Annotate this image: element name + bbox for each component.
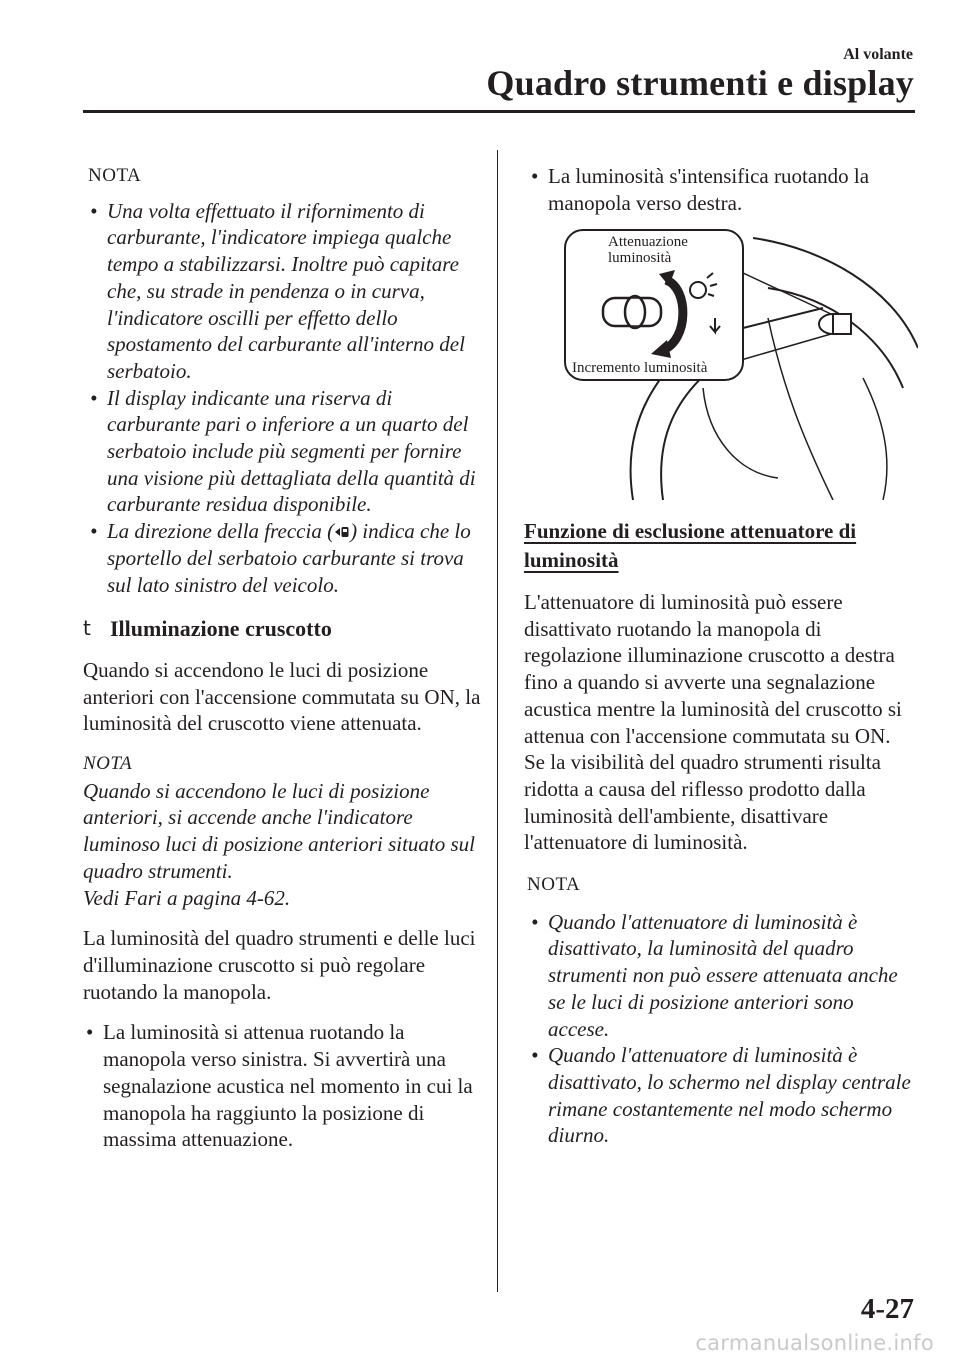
note-text: Quando si accendono le luci di posizione anteriori, si accende anche l'indicatore luminoso luci di posizione anteriori situato sul quadro strumenti.	[83, 778, 476, 883]
note-bullet: • Quando l'attenuatore di luminosità è disattivato, lo schermo nel display centrale rimane costantemente nel modo schermo diurno.	[531, 1043, 911, 1148]
note-bullet: • Il display indicante una riserva di carburante pari o inferiore a un quarto del serbatoio include più segmenti per fornire una visione più dettagliata della quantità di carburante residua disponibile.	[90, 385, 476, 517]
subsection-heading: t Illuminazione cruscotto	[83, 616, 332, 642]
dimmer-knob-illustration	[563, 228, 918, 500]
page-number: 4-27	[860, 1293, 914, 1325]
label-increase: Incremento luminosità	[572, 360, 708, 376]
subsection-heading: Funzione di esclusione attenuatore di luminosità	[524, 519, 857, 572]
section-marker-icon: t	[83, 616, 91, 641]
label-dim: Attenuazione luminosità	[608, 234, 688, 266]
list-item: • La luminosità s'intensifica ruotando la manopola verso destra.	[531, 164, 870, 215]
note-label: NOTA	[527, 874, 581, 896]
list-item: • La luminosità si attenua ruotando la manopola verso sinistra. Si avvertirà una segnalazione acustica nel momento in cui la manopola ha raggiunto la posizione di massima attenuazione.	[86, 1020, 473, 1152]
page-reference: Vedi Fari a pagina 4-62.	[83, 885, 291, 910]
right-column	[528, 163, 916, 216]
column-divider	[497, 150, 498, 1292]
section-label: Al volante	[843, 46, 913, 63]
header-rule	[83, 110, 915, 113]
note-bullet: • La direzione della freccia ( ) indica che lo sportello del serbatoio carburante si trova sul lato sinistro del veicolo.	[90, 519, 471, 597]
fuel-door-arrow-icon	[334, 524, 350, 540]
paragraph: Quando si accendono le luci di posizione anteriori con l'accensione commutata su ON, la luminosità del cruscotto viene attenuata.	[83, 657, 481, 736]
right-column-lower	[524, 517, 916, 1149]
note-bullet: • Una volta effettuato il rifornimento di carburante, l'indicatore impiega qualche tempo a stabilizzarsi. Inoltre può capitare che, su strade in pendenza o in curva, l'indicatore oscilli per effetto dello spostamento del carburante all'interno del serbatoio.	[90, 198, 465, 383]
note-bullet: • Quando l'attenuatore di luminosità è disattivato, la luminosità del quadro strumenti non può essere attenuata anche se le luci di posizione anteriori sono accese.	[531, 909, 898, 1041]
note-label: NOTA	[83, 753, 133, 775]
note-1	[83, 198, 483, 599]
page-title: Quadro strumenti e display	[486, 63, 914, 103]
note-3	[524, 909, 916, 1149]
left-column	[83, 163, 483, 1153]
watermark: carmanualsonline.info	[695, 1331, 934, 1355]
paragraph: La luminosità del quadro strumenti e delle luci d'illuminazione cruscotto si può regolare ruotando la manopola.	[83, 926, 476, 1004]
note-label: NOTA	[88, 165, 142, 186]
paragraph: L'attenuatore di luminosità può essere disattivato ruotando la manopola di regolazione illuminazione cruscotto a destra fino a quando si avverte una segnalazione acustica mentre la luminosità del cruscotto si attenua con l'accensione commutata su ON. Se la visibilità del quadro strumenti risulta ridotta a causa del riflesso prodotto dalla luminosità dell'ambiente, disattivare l'attenuatore di luminosità.	[524, 590, 902, 855]
